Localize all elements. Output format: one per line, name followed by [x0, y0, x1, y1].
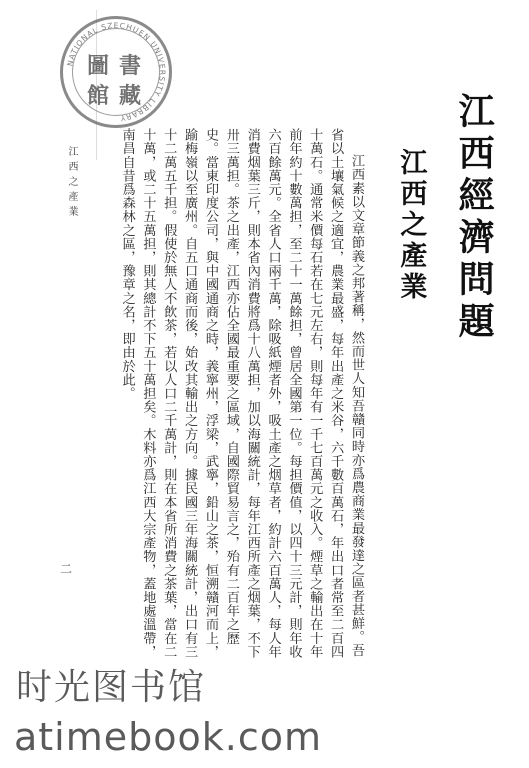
watermark-title: 时光图书馆 — [16, 667, 207, 708]
body-text — [116, 128, 366, 668]
book-title: 江西經濟問題 — [453, 92, 496, 344]
stamp-char: 書 — [119, 53, 142, 79]
running-header: 江西之產業 — [66, 146, 77, 221]
watermark — [0, 664, 529, 768]
watermark-url: atimebook.com — [14, 715, 323, 759]
body-paragraph: 江西素以文章節義之邦著稱，然而世人知吾贛同時亦爲農商業最發達之區者甚鮮。吾省以土壤氣候之適宜，農業最盛，每年出產之米谷，六千數百萬石，年出口者常至二百四十萬石。通常米價每石若在七元左右，則每年有一千七百萬元之收入。煙草之輸出在十年前年約十數萬担，至二十一萬餘担，曾居全國第一位。每担價值，以四十三元計，則年收六百餘萬元。全省人口兩千萬，除吸紙煙者外，吸土產之烟草者，約計六百萬人，每人年消費烟葉三斤，則本省內消費將爲十八萬担，加以海關統計，每年江西所產之烟葉，不下卅三萬担。茶之出產，江西亦佔全國最重要之區域，自國際貿易言之，殆有二百年之歷史。當東印度公司，與中國通商之時，義寧州，浮梁，武寧，鉛山之茶，恒溯贛河而上，踰梅嶺以至廣州。自五口通商而後，始改其輸出之方向。據民國三年海關統計，出口有三十二萬五千担。假使於無人不飲茶，若以人口二千萬計，則在本省所消費之茶葉，當在二十萬，或二十五萬担，則其總計不下五十萬担矣。木料亦爲江西大宗產物，蓋地處溫帶，南昌自昔爲森林之區，豫章之名，即由於此。 — [119, 128, 364, 659]
page-number: 二 — [60, 562, 73, 576]
stamp-char: 藏 — [119, 83, 142, 109]
stamp-char: 圖 — [87, 53, 110, 79]
chapter-title: 江西之產業 — [395, 148, 427, 303]
library-stamp — [60, 16, 172, 128]
library-stamp-ring-text — [63, 19, 169, 125]
stamp-char: 館 — [87, 83, 110, 109]
svg-text:NATIONAL SZECHUEN UNIVERSITY L: NATIONAL SZECHUEN UNIVERSITY LIBRARY — [65, 20, 168, 123]
